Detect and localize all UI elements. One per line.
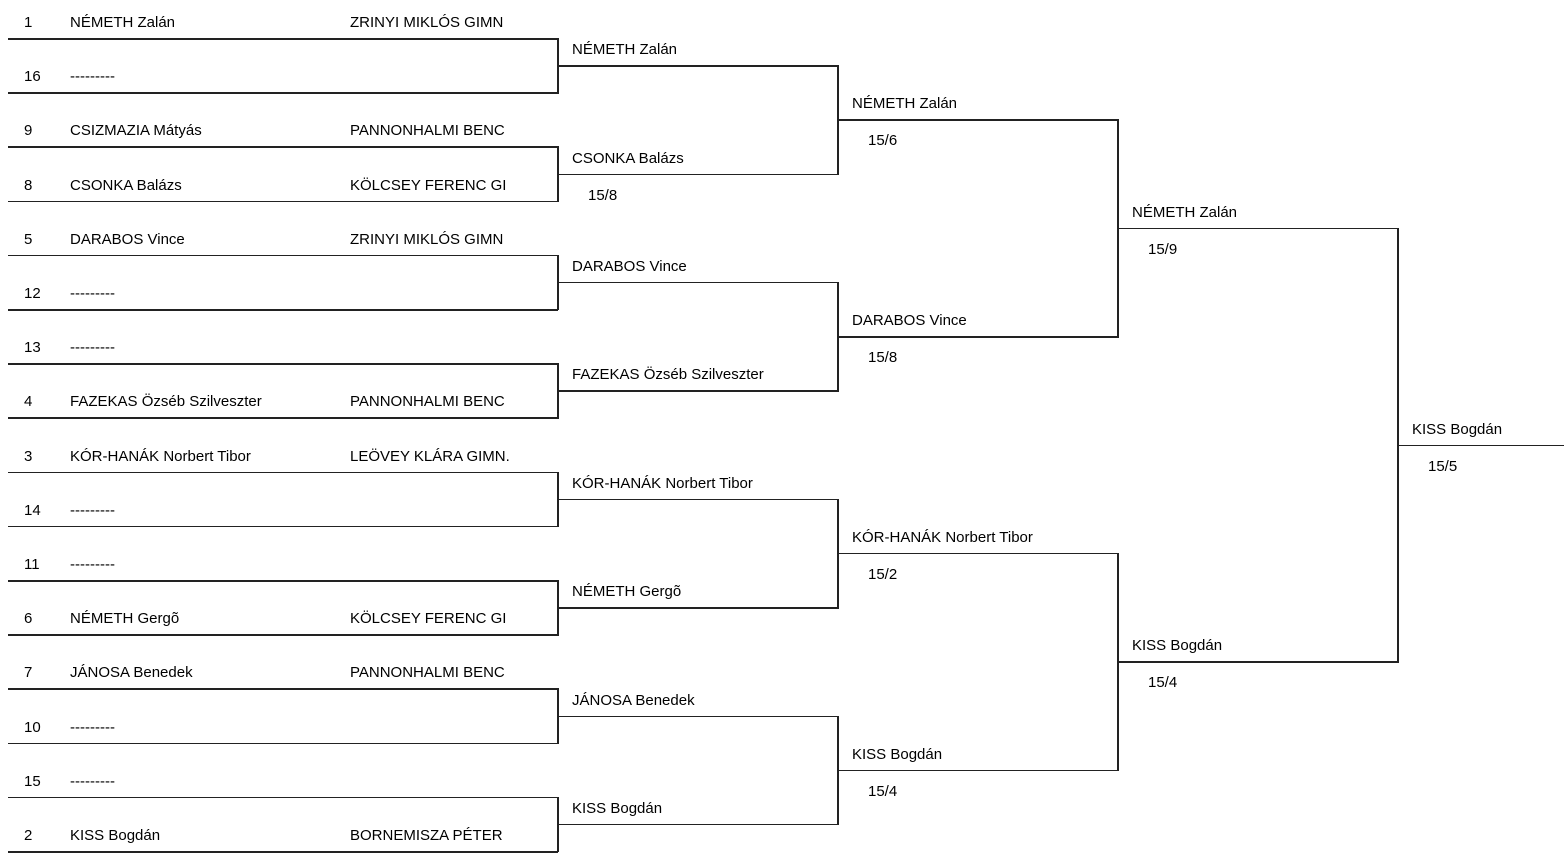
club-name: KÖLCSEY FERENC GI <box>350 176 507 194</box>
seed-number: 4 <box>24 393 33 411</box>
round2-line <box>558 174 838 176</box>
winner-name: NÉMETH Gergõ <box>572 583 682 601</box>
round1-line <box>8 580 558 582</box>
winner-name: DARABOS Vince <box>852 312 967 330</box>
round3-line <box>838 119 1118 121</box>
winner-name: KISS Bogdán <box>852 745 943 763</box>
round1-line <box>8 634 558 636</box>
round2-line <box>558 282 838 284</box>
club-name: BORNEMISZA PÉTER <box>350 827 503 844</box>
competitor-name: NÉMETH Gergõ <box>70 610 180 628</box>
winner-name: CSONKA Balázs <box>572 149 684 167</box>
match-score: 15/6 <box>868 132 898 150</box>
round3-line <box>838 770 1118 772</box>
competitor-name: CSIZMAZIA Mátyás <box>70 122 202 140</box>
club-name: ZRINYI MIKLÓS GIMN <box>350 230 504 248</box>
round1-line <box>8 743 558 745</box>
competitor-name: --------- <box>70 718 115 736</box>
club-name: PANNONHALMI BENC <box>350 393 505 411</box>
winner-name: JÁNOSA Benedek <box>572 691 695 709</box>
round2-line <box>558 65 838 67</box>
seed-number: 9 <box>24 122 33 140</box>
seed-number: 2 <box>24 827 33 844</box>
competitor-name: --------- <box>70 501 115 519</box>
round3-line <box>838 553 1118 555</box>
club-name: ZRINYI MIKLÓS GIMN <box>350 14 504 31</box>
round1-line <box>8 526 558 528</box>
seed-number: 14 <box>24 501 41 519</box>
competitor-name: --------- <box>70 285 115 302</box>
round1-line <box>8 417 558 419</box>
round2-line <box>558 716 838 718</box>
competitor-name: --------- <box>70 68 115 86</box>
match-score: 15/9 <box>1148 240 1178 258</box>
round2-line <box>558 824 838 826</box>
winner-name: KISS Bogdán <box>1132 637 1223 655</box>
final-line <box>1398 445 1564 447</box>
seed-number: 15 <box>24 772 41 790</box>
round2-line <box>558 607 838 609</box>
round2-line <box>558 499 838 501</box>
round2-line <box>558 390 838 392</box>
seed-number: 1 <box>24 14 33 31</box>
seed-number: 12 <box>24 285 41 302</box>
match-score: 15/2 <box>868 565 898 583</box>
seed-number: 5 <box>24 230 33 248</box>
competitor-name: JÁNOSA Benedek <box>70 664 193 682</box>
round1-line <box>8 309 558 311</box>
round3-line <box>838 336 1118 338</box>
match-score: 15/5 <box>1428 457 1458 475</box>
winner-name: KISS Bogdán <box>572 799 663 817</box>
winner-name: KÓR-HANÁK Norbert Tibor <box>572 474 753 492</box>
winner-name: FAZEKAS Özséb Szilveszter <box>572 366 764 384</box>
round1-line <box>8 255 558 257</box>
competitor-name: KÓR-HANÁK Norbert Tibor <box>70 447 251 465</box>
match-score: 15/8 <box>588 186 618 204</box>
seed-number: 7 <box>24 664 33 682</box>
round1-line <box>8 363 558 365</box>
competitor-name: --------- <box>70 556 115 573</box>
competitor-name: CSONKA Balázs <box>70 176 182 194</box>
seed-number: 8 <box>24 176 33 194</box>
round1-line <box>8 472 558 474</box>
round1-line <box>8 146 558 148</box>
winner-name: NÉMETH Zalán <box>572 41 678 59</box>
competitor-name: --------- <box>70 772 115 790</box>
competitor-name: DARABOS Vince <box>70 230 185 248</box>
round4-line <box>1118 661 1398 663</box>
match-score: 15/8 <box>868 349 898 367</box>
match-score: 15/4 <box>868 782 898 800</box>
winner-name: KÓR-HANÁK Norbert Tibor <box>852 528 1033 546</box>
competitor-name: NÉMETH Zalán <box>70 14 176 31</box>
winner-name: NÉMETH Zalán <box>852 95 958 113</box>
round1-line <box>8 201 558 203</box>
seed-number: 3 <box>24 447 33 465</box>
round1-line <box>8 38 558 40</box>
winner-name: DARABOS Vince <box>572 257 687 275</box>
round1-line <box>8 851 558 853</box>
round1-line <box>8 797 558 799</box>
club-name: KÖLCSEY FERENC GI <box>350 610 507 628</box>
winner-name: KISS Bogdán <box>1412 420 1503 438</box>
round4-line <box>1118 228 1398 230</box>
club-name: PANNONHALMI BENC <box>350 122 505 140</box>
winner-name: NÉMETH Zalán <box>1132 203 1238 221</box>
competitor-name: FAZEKAS Özséb Szilveszter <box>70 393 262 411</box>
club-name: LEÖVEY KLÁRA GIMN. <box>350 447 510 465</box>
seed-number: 11 <box>24 556 40 573</box>
competitor-name: --------- <box>70 339 115 357</box>
round1-line <box>8 92 558 94</box>
round1-line <box>8 688 558 690</box>
seed-number: 16 <box>24 68 41 86</box>
seed-number: 13 <box>24 339 41 357</box>
seed-number: 6 <box>24 610 33 628</box>
club-name: PANNONHALMI BENC <box>350 664 505 682</box>
competitor-name: KISS Bogdán <box>70 827 161 844</box>
seed-number: 10 <box>24 718 41 736</box>
match-score: 15/4 <box>1148 674 1178 692</box>
